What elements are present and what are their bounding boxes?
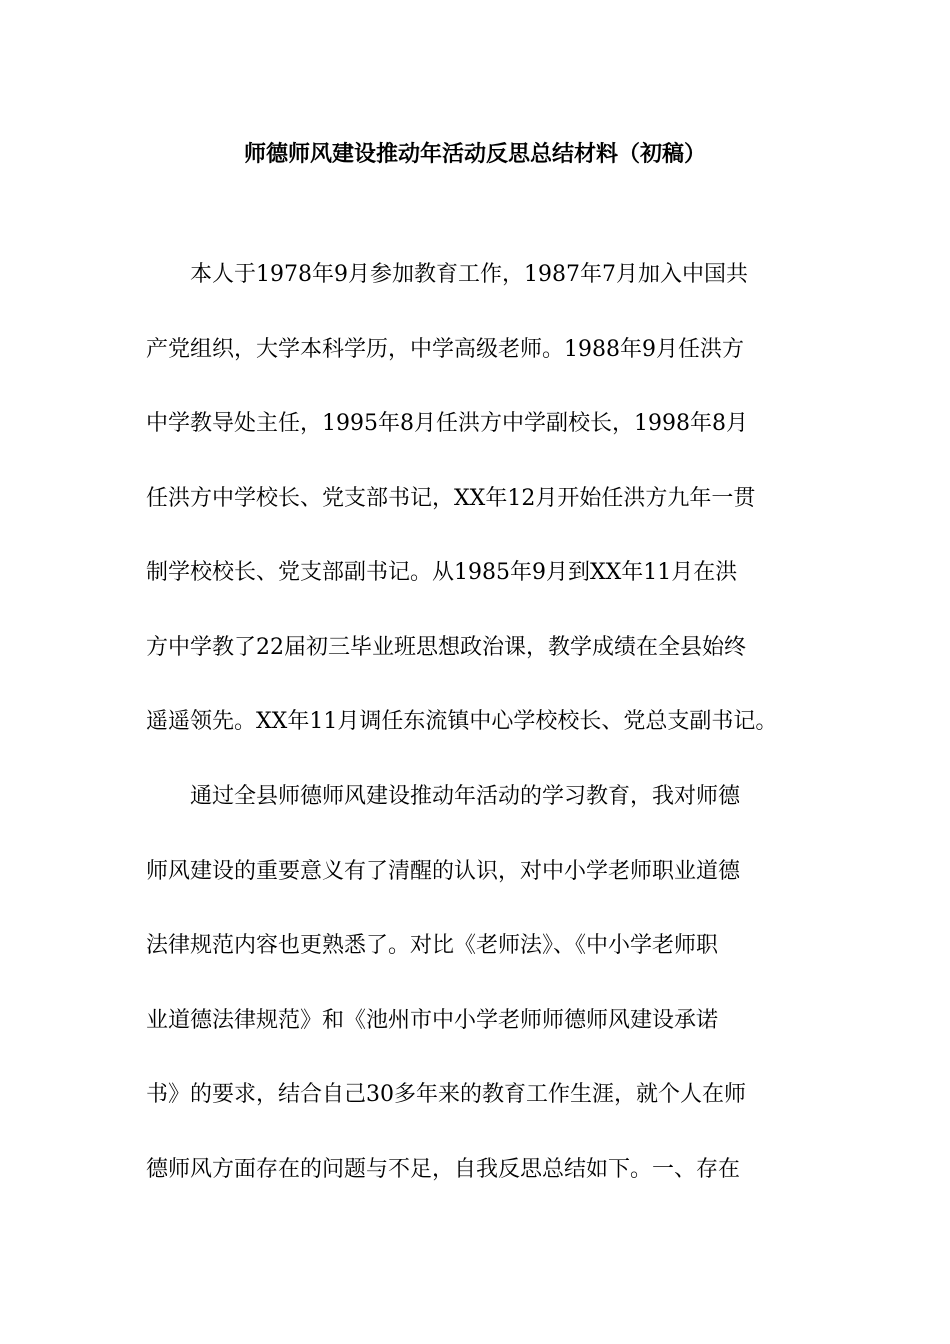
text-line: 方中学教了22届初三毕业班思想政治课，教学成绩在全县始终	[146, 634, 746, 660]
text-line: 书》的要求，结合自己30多年来的教育工作生涯，就个人在师	[146, 1082, 746, 1107]
text-line: 通过全县师德师风建设推动年活动的学习教育，我对师德	[190, 784, 741, 809]
text-line: 本人于1978年9月参加教育工作，1987年7月加入中国共	[190, 262, 748, 287]
document-title: 师德师风建设推动年活动反思总结材料（初稿）	[243, 141, 706, 167]
paragraph-reflection	[146, 760, 811, 1207]
text-line: 业道德法律规范》和《池州市中小学老师师德师风建设承诺	[146, 1007, 719, 1033]
text-line: 制学校校长、党支部副书记。从1985年9月到XX年11月在洪	[146, 560, 738, 585]
text-line: 任洪方中学校长、党支部书记，XX年12月开始任洪方九年一贯	[146, 485, 756, 511]
text-line: 师风建设的重要意义有了清醒的认识，对中小学老师职业道德	[146, 858, 741, 884]
text-line: 德师风方面存在的问题与不足，自我反思总结如下。一、存在	[146, 1156, 741, 1182]
text-line: 遥遥领先。XX年11月调任东流镇中心学校校长、党总支副书记。	[146, 709, 778, 734]
text-line: 产党组织，大学本科学历，中学高级老师。1988年9月任洪方	[146, 336, 744, 362]
paragraph-biography	[146, 238, 811, 760]
text-line: 中学教导处主任，1995年8月任洪方中学副校长，1998年8月	[146, 411, 748, 436]
text-line: 法律规范内容也更熟悉了。对比《老师法》、《中小学老师职	[146, 933, 719, 958]
